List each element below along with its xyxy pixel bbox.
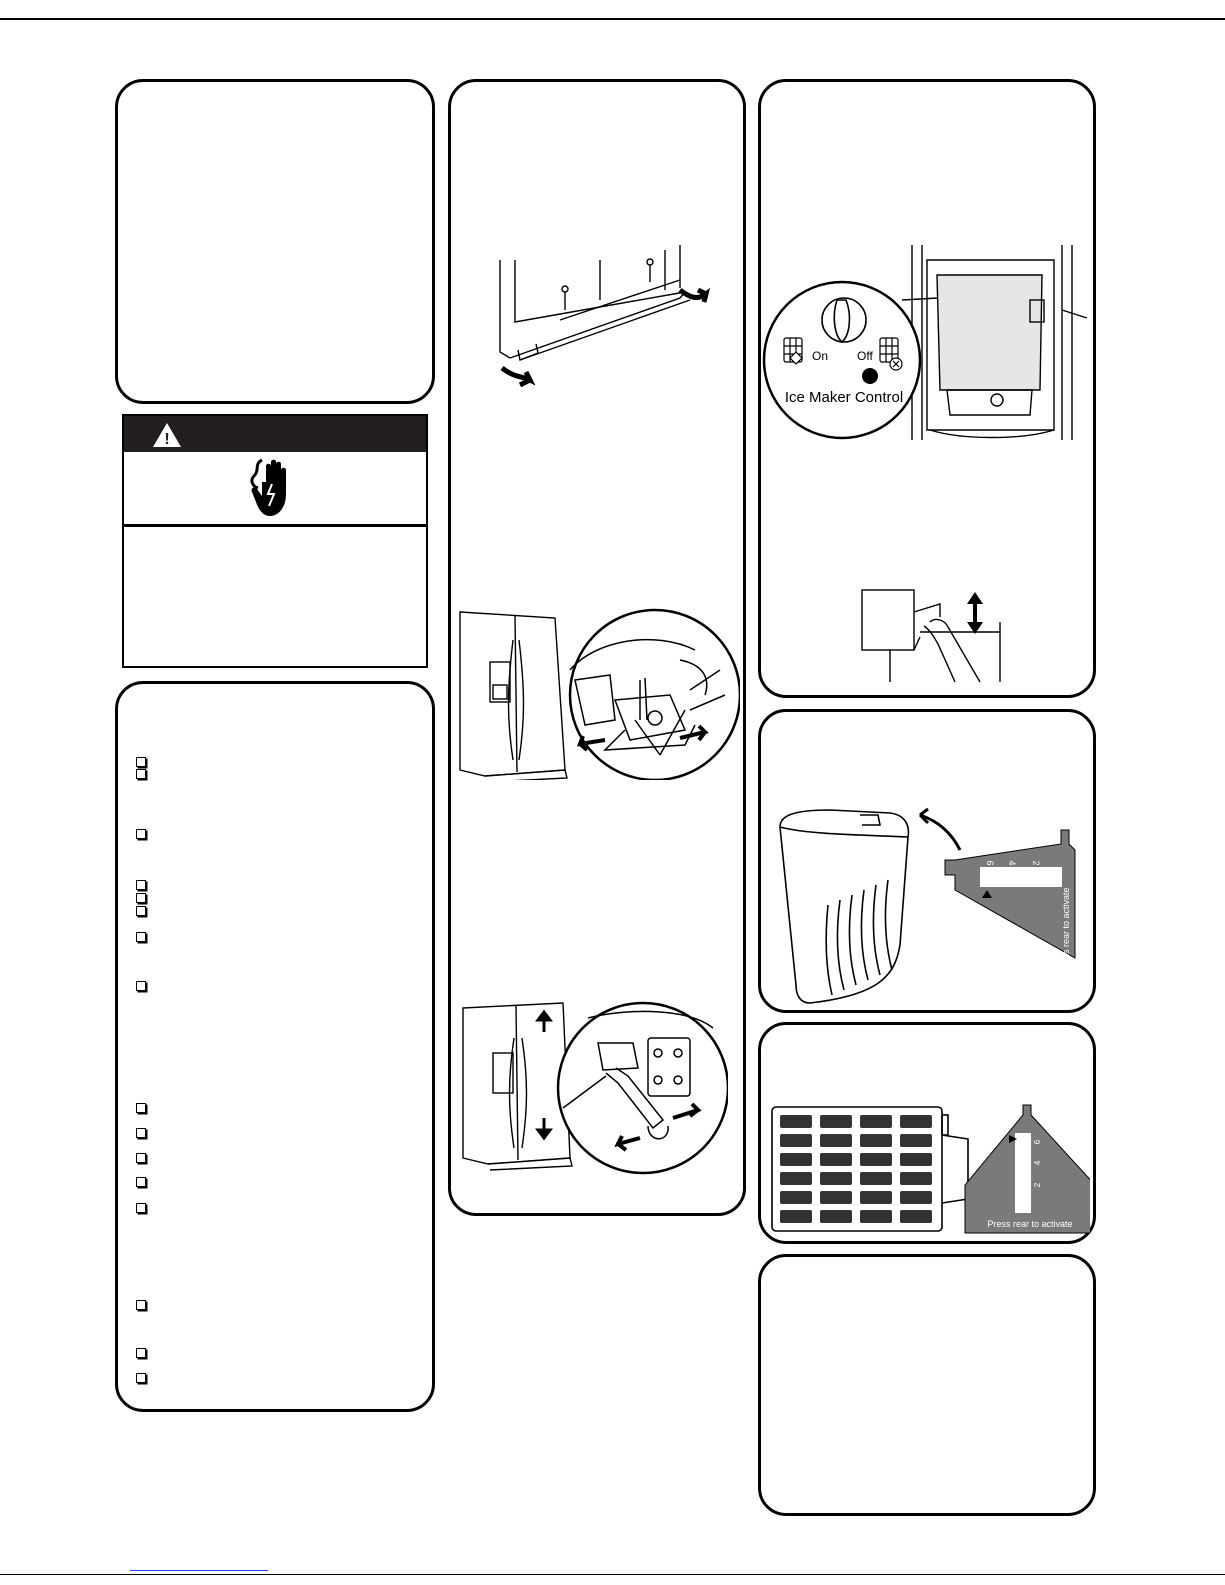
air-filter-cell bbox=[860, 1210, 892, 1223]
checklist-checkbox[interactable] bbox=[136, 1103, 146, 1113]
water-filter-status-indicator bbox=[945, 830, 1075, 973]
door-closing-hinge-figure bbox=[455, 600, 740, 780]
air-filter-tick-2: 2 bbox=[1033, 1182, 1042, 1188]
air-filter-cell bbox=[860, 1115, 892, 1128]
water-filter-tick-6: 6 bbox=[985, 860, 995, 866]
checklist-checkbox[interactable] bbox=[136, 1128, 146, 1138]
water-filter-tick-4: 4 bbox=[1007, 860, 1017, 866]
air-filter-cell bbox=[860, 1191, 892, 1204]
checklist-checkbox[interactable] bbox=[136, 829, 146, 839]
warning-triangle-icon bbox=[152, 422, 182, 448]
bottom-rule bbox=[0, 1574, 1225, 1575]
bottom-right-panel bbox=[758, 1254, 1096, 1516]
air-filter-figure bbox=[770, 1095, 1090, 1235]
air-filter-cell bbox=[820, 1153, 852, 1166]
ice-maker-compartment-figure bbox=[762, 240, 1092, 445]
footer-link-underline[interactable] bbox=[130, 1570, 268, 1571]
air-filter-cell bbox=[900, 1134, 932, 1147]
warning-header bbox=[124, 416, 426, 452]
air-filter-cell bbox=[780, 1134, 812, 1147]
air-filter-cell bbox=[820, 1134, 852, 1147]
air-filter-cell bbox=[820, 1191, 852, 1204]
checklist-checkbox[interactable] bbox=[136, 981, 146, 991]
air-filter-cell bbox=[900, 1115, 932, 1128]
checklist-checkbox[interactable] bbox=[136, 1177, 146, 1187]
checklist-checkbox[interactable] bbox=[136, 932, 146, 942]
on-label: On bbox=[812, 349, 829, 363]
air-filter-cell bbox=[780, 1191, 812, 1204]
warning-symbol: ! bbox=[164, 431, 170, 448]
air-filter-cell bbox=[780, 1172, 812, 1185]
air-filter-tick-6: 6 bbox=[1033, 1139, 1042, 1145]
control-dot bbox=[862, 368, 878, 384]
water-filter-figure bbox=[770, 805, 1090, 1005]
air-filter-cell bbox=[860, 1172, 892, 1185]
checklist-checkbox[interactable] bbox=[136, 1348, 146, 1358]
air-filter-cell bbox=[780, 1115, 812, 1128]
air-filter-cell bbox=[860, 1153, 892, 1166]
ice-bin-arm-figure bbox=[860, 582, 1020, 692]
base-grille-figure bbox=[480, 240, 720, 395]
warning-divider bbox=[124, 524, 426, 527]
water-filter-tick-2: 2 bbox=[1031, 860, 1041, 866]
air-filter-cell bbox=[820, 1172, 852, 1185]
intro-panel bbox=[115, 79, 435, 404]
air-filter-cell bbox=[900, 1191, 932, 1204]
shock-hazard-hand-icon bbox=[244, 458, 304, 520]
ice-maker-control-caption: Ice Maker Control bbox=[784, 389, 904, 406]
air-filter-cell bbox=[900, 1153, 932, 1166]
air-filter-cell bbox=[820, 1210, 852, 1223]
checklist-checkbox[interactable] bbox=[136, 880, 146, 890]
air-filter-grid bbox=[780, 1115, 932, 1223]
water-filter-press-text: Press rear to activate bbox=[1061, 887, 1071, 973]
checklist-panel bbox=[115, 681, 435, 1412]
air-filter-cell bbox=[900, 1210, 932, 1223]
air-filter-cell bbox=[780, 1153, 812, 1166]
checklist-checkbox[interactable] bbox=[136, 1203, 146, 1213]
top-rule bbox=[0, 18, 1225, 20]
air-filter-cell bbox=[900, 1172, 932, 1185]
off-label: Off bbox=[857, 349, 873, 363]
checklist-checkbox[interactable] bbox=[136, 757, 146, 767]
air-filter-tick-4: 4 bbox=[1033, 1160, 1042, 1166]
checklist-checkbox[interactable] bbox=[136, 1153, 146, 1163]
checklist-checkbox[interactable] bbox=[136, 1373, 146, 1383]
door-alignment-figure bbox=[458, 998, 728, 1178]
checklist-checkbox[interactable] bbox=[136, 769, 146, 779]
air-filter-status-indicator bbox=[965, 1105, 1090, 1233]
air-filter-cell bbox=[780, 1210, 812, 1223]
electrical-shock-warning bbox=[122, 414, 428, 668]
checklist-checkbox[interactable] bbox=[136, 906, 146, 916]
air-filter-cell bbox=[860, 1134, 892, 1147]
air-filter-press-text: Press rear to activate bbox=[987, 1219, 1073, 1229]
checklist-checkbox[interactable] bbox=[136, 1300, 146, 1310]
checklist-checkbox[interactable] bbox=[136, 893, 146, 903]
air-filter-cell bbox=[820, 1115, 852, 1128]
